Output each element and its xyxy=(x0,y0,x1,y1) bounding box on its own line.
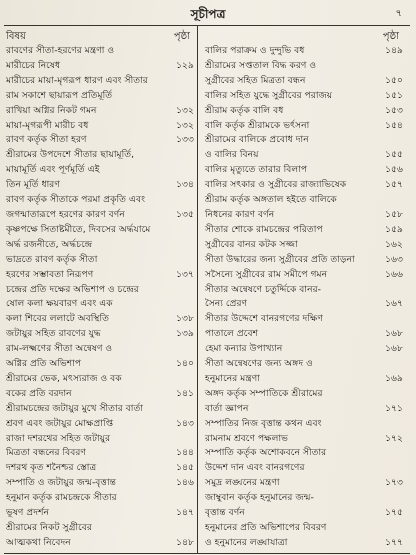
toc-entry-page: ১৩৭ xyxy=(176,268,194,280)
toc-entry xyxy=(205,342,403,357)
toc-entry xyxy=(205,178,403,193)
toc-entry xyxy=(205,104,403,119)
toc-entry-page: ১৬২ xyxy=(385,238,403,250)
toc-entry-title: কৃষ্ণপক্ষে সিতাষ্টমীতে, দিবসের অর্দ্ধযামে অর্দ্ধ রজনীতে, অর্দ্ধচন্দ্রে ভাদ্রতে রাবণ কর্তৃক সীতা হরণের সম্ভাবতা নিরূপণ xyxy=(6,223,151,280)
toc-entry-title: সসৈন্যে সুগ্রীবের রাম সমীপে গমন xyxy=(205,268,328,280)
toc-entry xyxy=(205,357,403,387)
toc-entry-page: ১৭২ xyxy=(385,432,403,444)
toc-entry-title: হেমা কন্যার উপাখ্যান xyxy=(205,343,283,355)
toc-entry-title: রাবণ কর্তৃক সীতা হরণ xyxy=(6,134,87,146)
toc-entry-title: রাবণের সীতা-হরণের মন্ত্রণা ও মারীচের নিষেধ xyxy=(6,45,115,71)
toc-entry xyxy=(6,491,194,521)
toc-entry xyxy=(205,163,403,178)
toc-entry-page: ১৪৪ xyxy=(176,447,194,459)
toc-entry xyxy=(6,119,194,134)
toc-entry-title: শ্রীরামচন্দ্রের জটায়ুর মুখে সীতার বার্তা শ্রবণ এবং জটায়ুর মোক্ষপ্রাপ্তি xyxy=(6,402,144,429)
toc-entry xyxy=(205,491,403,521)
toc-entry-title: সীতার অন্বেষণে চতুর্দ্দিকে বানর- সৈন্য প্রেরণ xyxy=(205,283,321,310)
toc-entry-title: সম্পাতি ও জটায়ুর জন্ম-বৃত্তান্ত xyxy=(6,477,116,489)
toc-entry-title: মায়া-মৃগরূপী মারীচ বধ xyxy=(6,119,89,131)
toc-entry-page: ১৪৫ xyxy=(176,462,194,474)
toc-entry-page: ১৩৯ xyxy=(176,328,194,340)
toc-entry xyxy=(6,283,194,328)
toc-entry-page: ১৩৪ xyxy=(176,179,194,191)
left-column xyxy=(6,30,194,551)
toc-entry-page: ১৬৭ xyxy=(385,298,403,310)
toc-entry-title: শ্রীরামের ভেক, মৎস্যরাজ ও বক বকের প্রতি বরদান xyxy=(6,372,122,399)
toc-entry-title: বালি কর্তৃক শ্রীরামকে ভর্ৎসনা xyxy=(205,119,310,131)
toc-entry-title: রাবণ কর্তৃক সীতাকে পরমা প্রকৃতি এবং জগন্মাতারূপে হরণের কারণ বর্ণন xyxy=(6,194,146,220)
toc-entry-page: ১৬৩ xyxy=(385,253,403,265)
toc-entry-page: ১৬৯ xyxy=(385,372,403,384)
toc-entry-page: ১৬৮ xyxy=(385,343,403,355)
toc-entry-page: ১৬৬ xyxy=(385,268,403,280)
toc-entry-title: হনুমানের প্রতি অভিশাপের বিবরণ ও হনুমানের লঙ্ঘাযাত্রা xyxy=(205,522,327,548)
toc-entry-page: ১৫৩ xyxy=(385,104,403,116)
toc-entry-title: রাম-লক্ষ্মণের সীতা অন্বেষণ ও অগ্নির প্রতি অভিশাপ xyxy=(6,343,113,370)
toc-entry-title: সম্পাতির নিজ বৃত্তান্ত কথন এবং রামনাম শ্রবণে পক্ষলাভ xyxy=(205,417,322,444)
toc-entry-title: মারীচের মায়া-মৃগরূপ ধারণ এবং সীতার রাম সকাশে ছায়ারূপ প্রতিমূর্তি রাখিয়া অগ্নির নিকট গমন xyxy=(6,74,148,116)
toc-entry-page: ১৭৫ xyxy=(385,507,403,519)
toc-entry xyxy=(6,521,194,551)
toc-entry-page: ১৭৭ xyxy=(385,536,403,548)
toc-entry-title: সম্পাতি কর্তৃক অশোকবনে সীতার উদ্দেশ দান এবং বানরগণের সমুদ্র লঙ্ঘনের মন্ত্রণা xyxy=(205,447,327,489)
toc-entry xyxy=(6,402,194,432)
toc-entry xyxy=(6,461,194,476)
toc-entry-page: ১৩৮ xyxy=(176,313,194,325)
toc-entry-page: ১৫৬ xyxy=(385,164,403,176)
toc-entry-page: ১৩২ xyxy=(176,104,194,116)
toc-entry xyxy=(205,387,403,417)
right-column xyxy=(205,30,403,551)
toc-entry xyxy=(6,44,194,74)
toc-entry xyxy=(205,119,403,134)
left-column-header xyxy=(6,30,194,44)
toc-entry xyxy=(6,133,194,148)
page-number: ৭ xyxy=(395,8,402,19)
toc-entry-page: ১৩৩ xyxy=(176,134,194,146)
toc-entry xyxy=(205,312,403,342)
toc-entry xyxy=(6,74,194,119)
toc-entry-page: ১৩৫ xyxy=(176,208,194,220)
toc-entry-page: ১৫৪ xyxy=(385,119,403,131)
toc-entry xyxy=(6,193,194,223)
toc-entry-title: শ্রীরামের বালিকে প্রবোধ দান ও বালির বিনয় xyxy=(205,134,309,161)
topic-heading: বিষয় xyxy=(6,31,26,42)
toc-entry xyxy=(6,148,194,193)
toc-entry-title: শ্রীরাম কর্তৃক বালি বধ xyxy=(205,104,284,116)
toc-entry-title: জটায়ুর সহিত রাবণের যুদ্ধ xyxy=(6,328,101,340)
right-entry-list xyxy=(205,44,403,551)
toc-entry xyxy=(205,417,403,447)
page-title: সূচীপত্র xyxy=(190,7,226,21)
toc-entry xyxy=(205,268,403,283)
toc-entry-title: দশরথ কৃত শনৈশ্চর স্তোত্র xyxy=(6,462,97,474)
toc-entry xyxy=(205,238,403,253)
toc-entry-page: ১৪৭ xyxy=(176,507,194,519)
page-heading: পৃষ্ঠা xyxy=(382,31,399,42)
toc-entry-title: সীতার উদ্দেশে বানরগণের দক্ষিণ পাতালে প্রবেশ xyxy=(205,313,323,340)
toc-entry-page: ১৫৮ xyxy=(385,208,403,220)
toc-entry-title: শ্রীরামের সপ্ততাল বিদ্ধ করণ ও সুগ্রীবের সহিত মিত্রতা বন্ধন xyxy=(205,59,317,86)
toc-entry xyxy=(205,283,403,313)
toc-entry-page: ১৫৭ xyxy=(385,179,403,191)
toc-entry-title: সীতা উদ্ধারের জন্য সুগ্রীবের প্রতি তাড়না xyxy=(205,253,355,265)
toc-entry-title: বালির সহিত যুদ্ধে সুগ্রীবের পরাজয় xyxy=(205,89,333,101)
toc-entry-title: সুগ্রীবের বানর কটক সজ্জা xyxy=(205,238,298,250)
toc-entry xyxy=(205,133,403,163)
toc-entry-title: সীতা অন্বেষণের জন্য অঙ্গদ ও হনুমানের মন্ত্রণা xyxy=(205,358,313,384)
toc-entry xyxy=(6,432,194,462)
column-divider xyxy=(197,25,198,553)
toc-entry-page: ১২৯ xyxy=(176,59,194,71)
toc-entry-page: ১৪৯ xyxy=(385,45,403,56)
toc-entry-page: ১৫০ xyxy=(385,74,403,86)
toc-entry-title: বালির সৎকার ও সুগ্রীবের রাজ্যাভিষেক xyxy=(205,179,347,191)
toc-entry-title: শ্রীরামের উপদেশে সীতার ছায়ামূর্তি, মায়ামূর্তি এবং পূর্ণমূর্তি এই তিন মূর্তি ধারণ xyxy=(6,149,135,191)
toc-entry xyxy=(205,44,403,59)
toc-entry-page: ১৭১ xyxy=(385,402,403,414)
bottom-rule xyxy=(4,553,410,554)
toc-entry-title: শ্রীরাম কর্তৃক অঙ্গতাল হইতে বালিকে নিধনের কারণ বর্ণন xyxy=(205,194,337,220)
toc-entry-page: ১৪০ xyxy=(176,358,194,370)
toc-entry xyxy=(6,372,194,402)
toc-entry-title: চন্দ্রের প্রতি দক্ষের অভিশাপ ও চন্দ্রের ষোল কলা ক্ষয়বারণ এবং এক কলা শিবের ললাটে অবস্থিতি xyxy=(6,283,139,325)
toc-entry-title: জাম্বুবান কর্তৃক হনুমানের জন্ম- বৃত্তান্ত বর্ণন xyxy=(205,492,314,519)
toc-entry xyxy=(205,253,403,268)
toc-entry-page: ১৭৩ xyxy=(385,477,403,489)
toc-entry-page: ১৪৩ xyxy=(176,417,194,429)
toc-entry xyxy=(205,89,403,104)
toc-entry-page: ১৬৮ xyxy=(385,328,403,340)
top-rule xyxy=(4,25,410,26)
toc-entry-page: ১৪৬ xyxy=(176,477,194,489)
toc-entry-page: ১৪৮ xyxy=(176,536,194,548)
toc-entry xyxy=(6,342,194,372)
toc-entry-title: রাজা দশরথের সহিত জটায়ুর মিত্রতা বন্ধনের বিবরণ xyxy=(6,432,111,459)
toc-entry-title: সীতার শোকে রামচন্দ্রের পরিতাপ xyxy=(205,223,323,235)
toc-entry xyxy=(6,327,194,342)
toc-entry-title: বালির পরাক্রম ও দুন্দুভি বধ xyxy=(205,45,305,56)
toc-entry-title: অঙ্গদ কর্তৃক সম্পাতিকে শ্রীরামের বার্তা জ্ঞাপন xyxy=(205,387,323,414)
toc-entry-page: ১৫৫ xyxy=(385,149,403,161)
toc-entry-title: বালির মৃত্যুতে তারার বিলাপ xyxy=(205,164,308,176)
toc-entry-page: ১৫১ xyxy=(385,89,403,101)
toc-entry xyxy=(205,59,403,89)
toc-entry xyxy=(6,476,194,491)
toc-entry-page: ১৫৯ xyxy=(385,223,403,235)
toc-entry xyxy=(6,223,194,283)
toc-entry-page: ১৩২ xyxy=(176,119,194,131)
page-heading: পৃষ্ঠা xyxy=(173,31,190,42)
toc-entry xyxy=(205,521,403,551)
toc-entry-page: ১৪১ xyxy=(176,387,194,399)
left-entry-list xyxy=(6,44,194,551)
toc-entry xyxy=(205,223,403,238)
toc-entry-title: শ্রীরামের নিকট সুগ্রীবের আত্মকথা নিবেদন xyxy=(6,522,92,548)
toc-entry xyxy=(205,193,403,223)
toc-entry xyxy=(205,446,403,491)
right-column-header xyxy=(205,30,403,44)
toc-entry-title: হনুমান কর্তৃক রামচন্দ্রকে সীতার ভূষণ প্রদর্শন xyxy=(6,492,117,519)
